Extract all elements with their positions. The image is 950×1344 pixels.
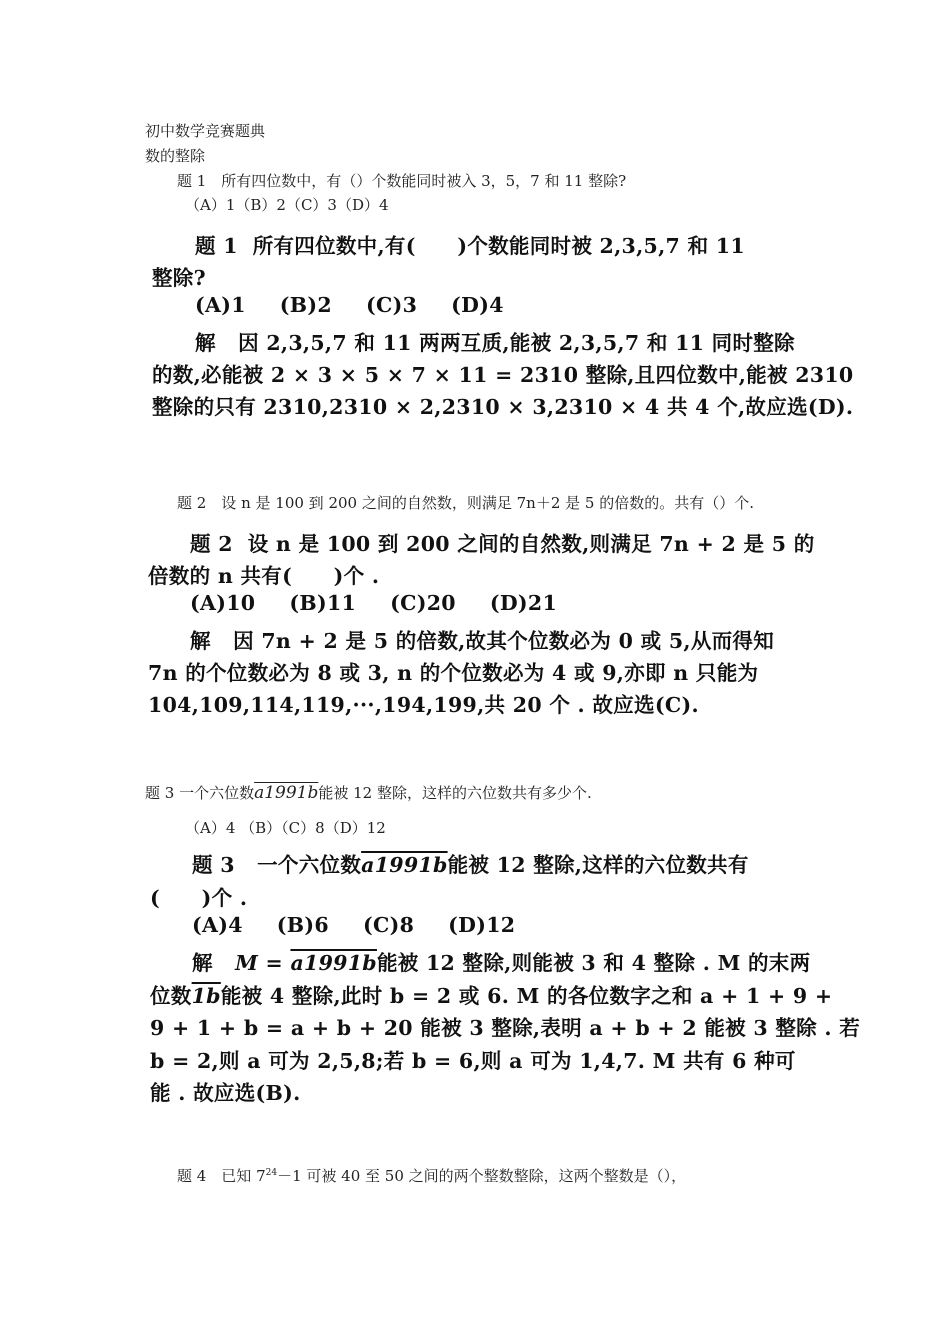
q3-typed-post: 能被 12 整除，这样的六位数共有多少个. [318,784,592,802]
q1-label: 题 1 [195,234,238,258]
q3-option-b: (B)6 [276,913,329,937]
q4-typed-question [177,1165,686,1186]
q2-option-a: (A)10 [190,591,256,615]
q2-option-b: (B)11 [289,591,357,615]
q1-solution-line2: 的数,必能被 2 × 3 × 5 × 7 × 11 = 2310 整除,且四位数中,能被 2310 [152,363,854,387]
q1-solution-line3: 整除的只有 2310,2310 × 2,2310 × 3,2310 × 4 共 4 个,故应选(D). [152,395,854,419]
q3-options [192,913,549,937]
q3-label: 题 3 [192,853,235,877]
q1-text-line1: 所有四位数中,有( )个数能同时被 2,3,5,7 和 11 [252,234,745,258]
q2-text-line2: 倍数的 n 共有( )个 . [148,564,380,588]
q2-solution-line3: 104,109,114,119,···,194,199,共 20 个 . 故应选(C). [148,693,699,717]
q1-solution-text1: 因 2,3,5,7 和 11 两两互质,能被 2,3,5,7 和 11 同时整除 [238,331,795,355]
q1-scan-line1 [195,229,745,259]
q3-solution-line2 [150,979,832,1009]
q1-typed-options: （A）1（B）2（C）3（D）4 [185,196,389,214]
q1-options [195,293,538,317]
q3-solution-m: M = [235,951,284,975]
q1-typed-question: 题 1 所有四位数中，有（）个数能同时被入 3，5，7 和 11 整除? [177,172,627,190]
q3-solution-digits: 1b [191,984,221,1008]
q2-typed-question: 题 2 设 n 是 100 到 200 之间的自然数，则满足 7n＋2 是 5 的倍数的。共有（）个. [177,494,754,512]
q1-option-d: (D)4 [451,293,504,317]
q3-option-c: (C)8 [362,913,415,937]
q3-solution-line4: b = 2,则 a 可为 2,5,8;若 b = 6,则 a 可为 1,4,7. M 共有 6 种可 [150,1049,796,1073]
q2-label: 题 2 [190,532,233,556]
q3-typed-question [145,782,592,803]
q3-solution-text1: 能被 12 整除,则能被 3 和 4 整除 . M 的末两 [376,951,811,975]
q1-text-line2: 整除? [152,266,206,290]
q3-solution-line1 [192,946,810,976]
q4-typed-post: －1 可被 40 至 50 之间的两个整数整除，这两个整数是（）， [277,1167,687,1185]
section-title: 数的整除 [145,147,206,165]
q3-solution-number: a1991b [290,951,377,975]
q1-option-c: (C)3 [365,293,418,317]
q2-text-line1: 设 n 是 100 到 200 之间的自然数,则满足 7n + 2 是 5 的 [247,532,815,556]
q4-exponent: 24 [265,1168,278,1178]
q1-solution-line1 [195,326,795,356]
q3-option-a: (A)4 [192,913,243,937]
doc-title: 初中数学竞赛题典 [145,122,266,140]
q1-option-b: (B)2 [279,293,332,317]
q3-solution-line5: 能 . 故应选(B). [150,1081,301,1105]
q3-text-pre: 一个六位数 [257,853,362,877]
q2-solution-label: 解 [190,629,211,653]
q1-option-a: (A)1 [195,293,246,317]
q3-scan-line1 [192,848,749,878]
q3-typed-options: （A）4 （B）（C）8（D）12 [185,819,386,837]
q3-number-overline: a1991b [361,853,448,877]
q3-text-post: 能被 12 整除,这样的六位数共有 [447,853,749,877]
q3-typed-pre: 题 3 一个六位数 [145,784,255,802]
q2-solution-text1: 因 7n + 2 是 5 的倍数,故其个位数必为 0 或 5,从而得知 [233,629,775,653]
q3-option-d: (D)12 [448,913,516,937]
q2-scan-line1 [190,527,815,557]
q3-solution-text2: 能被 4 整除,此时 b = 2 或 6. M 的各位数字之和 a + 1 + 9 + [220,984,833,1008]
q4-typed-pre: 题 4 已知 7 [177,1167,266,1185]
q2-option-c: (C)20 [390,591,456,615]
q2-solution-line1 [190,624,774,654]
q3-typed-number: a1991b [254,783,319,803]
q3-solution-label: 解 [192,951,213,975]
q3-solution-pre2: 位数 [150,984,192,1008]
q3-text-line2: ( )个 . [150,886,248,910]
q3-solution-line3: 9 + 1 + b = a + b + 20 能被 3 整除,表明 a + b + 2 能被 3 整除 . 若 [150,1016,861,1040]
q2-option-d: (D)21 [489,591,558,615]
q2-solution-line2: 7n 的个位数必为 8 或 3, n 的个位数必为 4 或 9,亦即 n 只能为 [148,661,759,685]
q2-options [190,591,591,615]
q1-solution-label: 解 [195,331,216,355]
